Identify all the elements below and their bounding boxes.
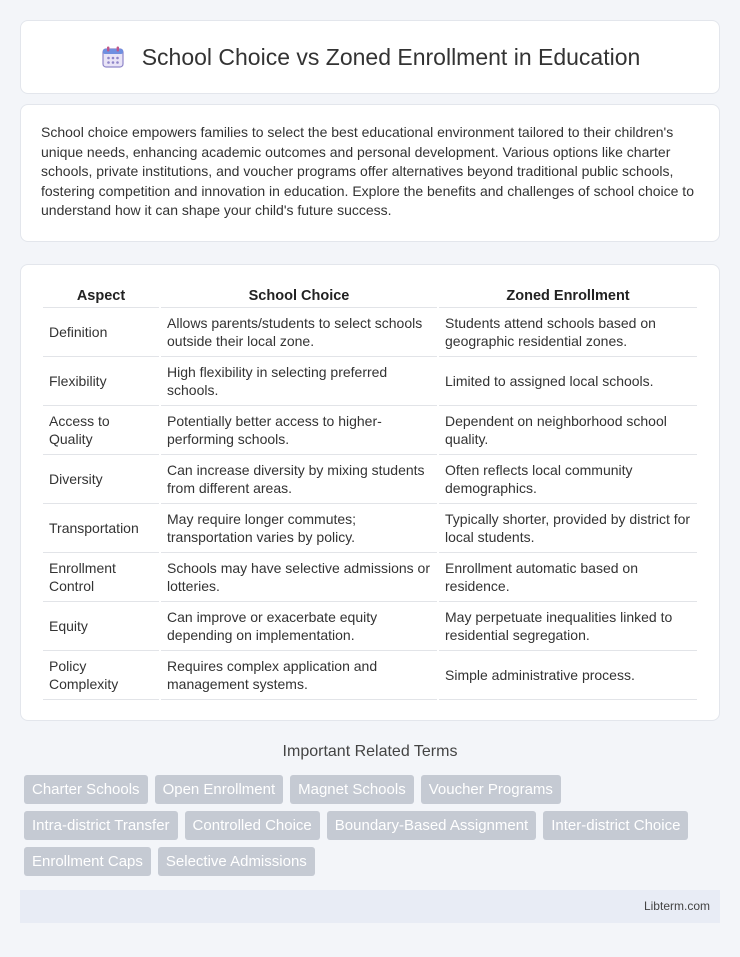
related-terms-list	[20, 775, 720, 876]
table-row	[43, 504, 697, 553]
table-row	[43, 406, 697, 455]
cell-aspect: Definition	[43, 308, 159, 357]
footer	[20, 890, 720, 923]
cell-zoned-enrollment: Simple administrative process.	[439, 651, 697, 700]
table-row	[43, 553, 697, 602]
cell-zoned-enrollment: Typically shorter, provided by district for local students.	[439, 504, 697, 553]
related-terms-section	[20, 743, 720, 876]
cell-school-choice: May require longer commutes; transportation varies by policy.	[161, 504, 437, 553]
cell-zoned-enrollment: Dependent on neighborhood school quality.	[439, 406, 697, 455]
cell-school-choice: Potentially better access to higher-performing schools.	[161, 406, 437, 455]
related-term-tag[interactable]: Intra-district Transfer	[24, 811, 178, 840]
cell-aspect: Equity	[43, 602, 159, 651]
related-term-tag[interactable]: Boundary-Based Assignment	[327, 811, 536, 840]
comparison-table	[41, 285, 699, 700]
table-row	[43, 308, 697, 357]
cell-aspect: Transportation	[43, 504, 159, 553]
cell-school-choice: High flexibility in selecting preferred schools.	[161, 357, 437, 406]
header-aspect: Aspect	[43, 285, 159, 308]
header-zoned-enrollment: Zoned Enrollment	[439, 285, 697, 308]
cell-aspect: Policy Complexity	[43, 651, 159, 700]
cell-aspect: Enrollment Control	[43, 553, 159, 602]
cell-aspect: Flexibility	[43, 357, 159, 406]
comparison-table-card	[20, 264, 720, 721]
table-body	[43, 308, 697, 700]
cell-school-choice: Requires complex application and management systems.	[161, 651, 437, 700]
calendar-icon	[100, 44, 126, 70]
table-row	[43, 651, 697, 700]
intro-card	[20, 104, 720, 242]
cell-aspect: Diversity	[43, 455, 159, 504]
table-row	[43, 455, 697, 504]
table-header-row	[43, 285, 697, 308]
related-term-tag[interactable]: Inter-district Choice	[543, 811, 688, 840]
cell-zoned-enrollment: Students attend schools based on geographic residential zones.	[439, 308, 697, 357]
page-title: School Choice vs Zoned Enrollment in Education	[141, 43, 641, 70]
intro-text: School choice empowers families to select the best educational environment tailored to their children's unique needs, enhancing academic outcomes and personal development. Various options like charter schools, private institutions, and voucher programs offer alternatives beyond traditional public schools, fostering competition and innovation in education. Explore the benefits and challenges of school choice to understand how it can shape your child's future success.	[41, 124, 694, 219]
related-term-tag[interactable]: Magnet Schools	[290, 775, 414, 804]
cell-school-choice: Can improve or exacerbate equity depending on implementation.	[161, 602, 437, 651]
cell-school-choice: Allows parents/students to select schools outside their local zone.	[161, 308, 437, 357]
related-term-tag[interactable]: Selective Admissions	[158, 847, 315, 876]
related-term-tag[interactable]: Charter Schools	[24, 775, 148, 804]
related-term-tag[interactable]: Controlled Choice	[185, 811, 320, 840]
cell-aspect: Access to Quality	[43, 406, 159, 455]
cell-zoned-enrollment: May perpetuate inequalities linked to residential segregation.	[439, 602, 697, 651]
footer-site: Libterm.com	[643, 899, 710, 914]
cell-school-choice: Can increase diversity by mixing students from different areas.	[161, 455, 437, 504]
cell-zoned-enrollment: Often reflects local community demographics.	[439, 455, 697, 504]
header-card	[20, 20, 720, 94]
header-school-choice: School Choice	[161, 285, 437, 308]
related-term-tag[interactable]: Open Enrollment	[155, 775, 284, 804]
table-row	[43, 602, 697, 651]
cell-zoned-enrollment: Limited to assigned local schools.	[439, 357, 697, 406]
cell-school-choice: Schools may have selective admissions or lotteries.	[161, 553, 437, 602]
related-term-tag[interactable]: Voucher Programs	[421, 775, 561, 804]
cell-zoned-enrollment: Enrollment automatic based on residence.	[439, 553, 697, 602]
related-terms-title: Important Related Terms	[282, 742, 458, 760]
related-term-tag[interactable]: Enrollment Caps	[24, 847, 151, 876]
table-row	[43, 357, 697, 406]
